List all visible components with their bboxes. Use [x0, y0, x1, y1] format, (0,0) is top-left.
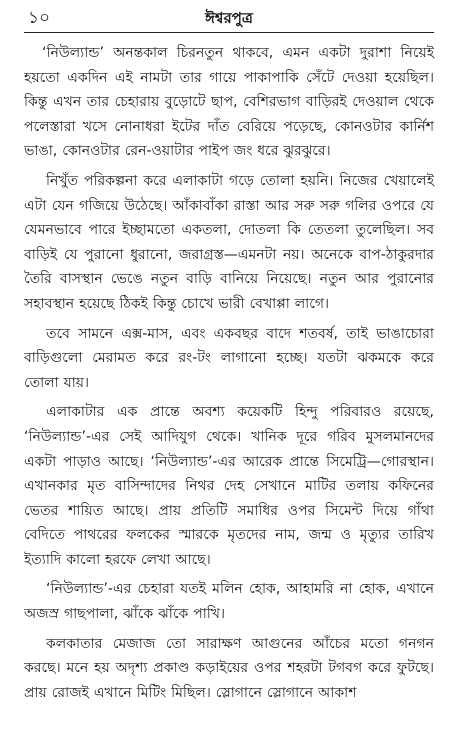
paragraph: নিখুঁত পরিকল্পনা করে এলাকাটা গড়ে তোলা হয়নি। নিজের খেয়ালেই এটা যেন গজিয়ে উঠেছে। আঁকাবাঁকা রাস্তা আর সরু সরু গলির ওপরে যে যেমনভাবে পারে ইচ্ছামতো একতলা, দোতলা কি তেতলা তুলেছিল। সব বাড়িই যে পুরানো ধুরানো, জরাগ্রস্ত—এমনটা নয়। অনেকে বাপ-ঠাকুরদার তৈরি বাসস্থান ভেঙে নতুন বাড়ি বানিয়ে নিয়েছে। নতুন আর পুরানোর সহাবস্থান হয়েছে ঠিকই কিন্তু চোখে ভারী বেখাপ্পা লাগে।: [24, 172, 434, 312]
page-header: [24, 6, 434, 33]
running-title: ঈশ্বরপুত্র: [205, 9, 253, 27]
paragraph: কলকাতার মেজাজ তো সারাক্ষণ আগুনের আঁচের মতো গনগন করছে। মনে হয় অদৃশ্য প্রকাণ্ড কড়াইয়ের ওপর শহরটা টগবগ করে ফুটছে। প্রায় রোজই এখানে মিটিং মিছিল। স্লোগানে স্লোগানে আকাশ: [24, 635, 434, 701]
page-number: ১০: [28, 8, 51, 28]
paragraph: ‘নিউল্যান্ড’-এর চেহারা যতই মলিন হোক, আহামরি না হোক, এখানে অজস্র গাছপালা, ঝাঁকে ঝাঁকে পাখি।: [24, 581, 434, 623]
body-text: [24, 41, 434, 705]
paragraph: এলাকাটার এক প্রান্তে অবশ্য কয়েকটি হিন্দু পরিবারও রয়েছে, ‘নিউল্যান্ড’-এর সেই আদিযুগ থেকে। খানিক দূরে গরিব মুসলমানদের একটা পাড়াও আছে। ‘নিউল্যান্ড’-এর আরেক প্রান্তে সিমেট্রি—গোরস্থান। এখানকার মৃত বাসিন্দাদের নিথর দেহ সেখানে মাটির তলায় কফিনের ভেতর শায়িত আছে। প্রায় প্রতিটি সমাধির ওপর সিমেন্ট দিয়ে গাঁথা বেদিতে পাথরের ফলকের স্মারকে মৃতদের নাম, জন্ম ও মৃত্যুর তারিখ ইত্যাদি কালো হরফে লেখা আছে।: [24, 404, 434, 568]
paragraph: ‘নিউল্যান্ড’ অনন্তকাল চিরনতুন থাকবে, এমন একটা দুরাশা নিয়েই হয়তো একদিন এই নামটা তার গায়ে পাকাপাকি সেঁটে দেওয়া হয়েছিল। কিন্তু এখন তার চেহারায় বুড়োটে ছাপ, বেশিরভাগ বাড়িরই দেওয়াল থেকে পলেস্তারা খসে নোনাধরা ইটের দাঁত বেরিয়ে পড়েছে, কোনওটার কার্নিশ ভাঙা, কোনওটার রেন-ওয়াটার পাইপ জং ধরে ঝুরঝুরে।: [24, 45, 434, 160]
paragraph: তবে সামনে এক্স-মাস, এবং একবছর বাদে শতবর্ষ, তাই ভাঙাচোরা বাড়িগুলো মেরামত করে রং-টং লাগানো হচ্ছে। যতটা ঝকমকে করে তোলা যায়।: [24, 325, 434, 391]
